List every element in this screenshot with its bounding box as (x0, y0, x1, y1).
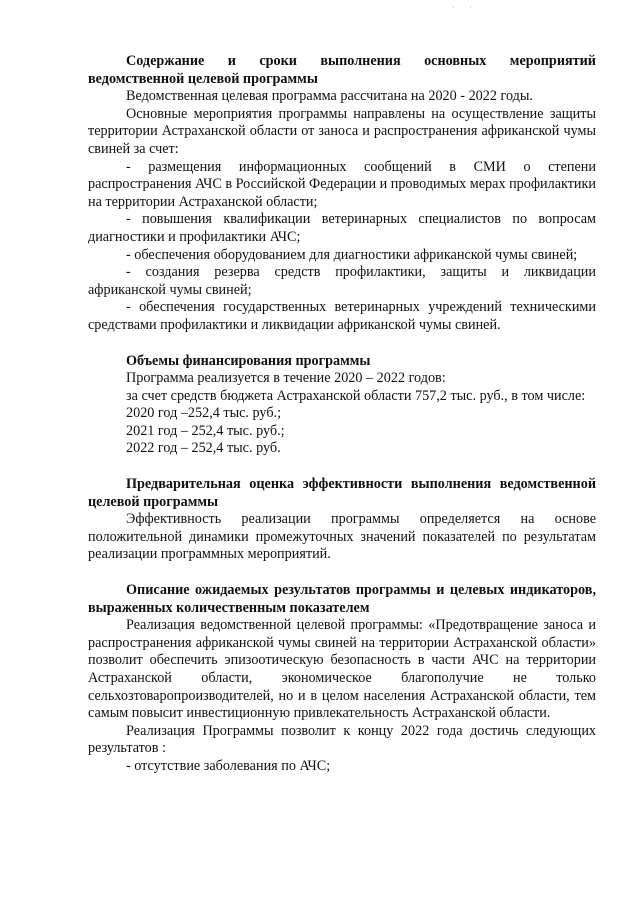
paragraph: Реализация Программы позволит к концу 2022 года достичь следующих результатов : (88, 722, 596, 757)
section-heading: Описание ожидаемых результатов программы и целевых индикаторов, выраженных количественным показателем (88, 582, 596, 616)
section-heading: Содержание и сроки выполнения основных мероприятий ведомственной целевой программы (88, 53, 596, 87)
list-item: - обеспечения оборудованием для диагностики африканской чумы свиней; (126, 246, 578, 263)
section-heading: Объемы финансирования программы (126, 352, 371, 369)
paragraph: Ведомственная целевая программа рассчитана на 2020 - 2022 годы. (126, 88, 533, 105)
paragraph: Эффективность реализации программы определяется на основе положительной динамики промежуточных значений показателей по результатам реализации программных мероприятий. (88, 511, 596, 563)
list-item: - отсутствие заболевания по АЧС; (126, 757, 331, 774)
list-item: - обеспечения государственных ветеринарных учреждений техническими средствами профилактики и ликвидации африканской чумы свиней. (88, 299, 596, 333)
section-efficiency (88, 476, 596, 564)
paragraph: Реализация ведомственной целевой программы: «Предотвращение заноса и распространения африканской чумы свиней на территории Астраханской области» позволит обеспечить эпизоотическую безопасность в части АЧС на территории Астраханской области, экономическое благополучие не только сельхозтоваропроизводителей, но и в целом населения Астраханской области, тем самым повысит инвестиционную привлекательность Астраханской области. (88, 617, 596, 722)
list-item: - повышения квалификации ветеринарных специалистов по вопросам диагностики и профилактики АЧС; (88, 211, 596, 245)
section-expected-results (88, 582, 596, 776)
document-page (88, 53, 596, 776)
paragraph: Основные мероприятия программы направлены на осуществление защиты территории Астраханской области от заноса и распространения африканской чумы свиней за счет: (88, 105, 596, 157)
paragraph: за счет средств бюджета Астраханской области 757,2 тыс. руб., в том числе: (126, 387, 586, 404)
budget-year-line: 2022 год – 252,4 тыс. руб. (126, 440, 281, 457)
spacer (88, 564, 596, 582)
list-item: - создания резерва средств профилактики, защиты и ликвидации африканской чумы свиней; (88, 264, 596, 298)
section-content-and-terms (88, 53, 596, 335)
spacer (88, 458, 596, 476)
paragraph: Программа реализуется в течение 2020 – 2022 годов: (126, 370, 446, 387)
budget-year-line: 2021 год – 252,4 тыс. руб.; (126, 422, 285, 439)
spacer (88, 335, 596, 353)
section-heading: Предварительная оценка эффективности выполнения ведомственной целевой программы (88, 476, 596, 510)
budget-year-line: 2020 год –252,4 тыс. руб.; (126, 405, 282, 422)
section-financing (88, 353, 596, 459)
scan-artifact: · · (452, 3, 478, 12)
list-item: - размещения информационных сообщений в СМИ о степени распространения АЧС в Российской Федерации и проводимых мерах профилактики на территории Астраханской области; (88, 158, 597, 210)
